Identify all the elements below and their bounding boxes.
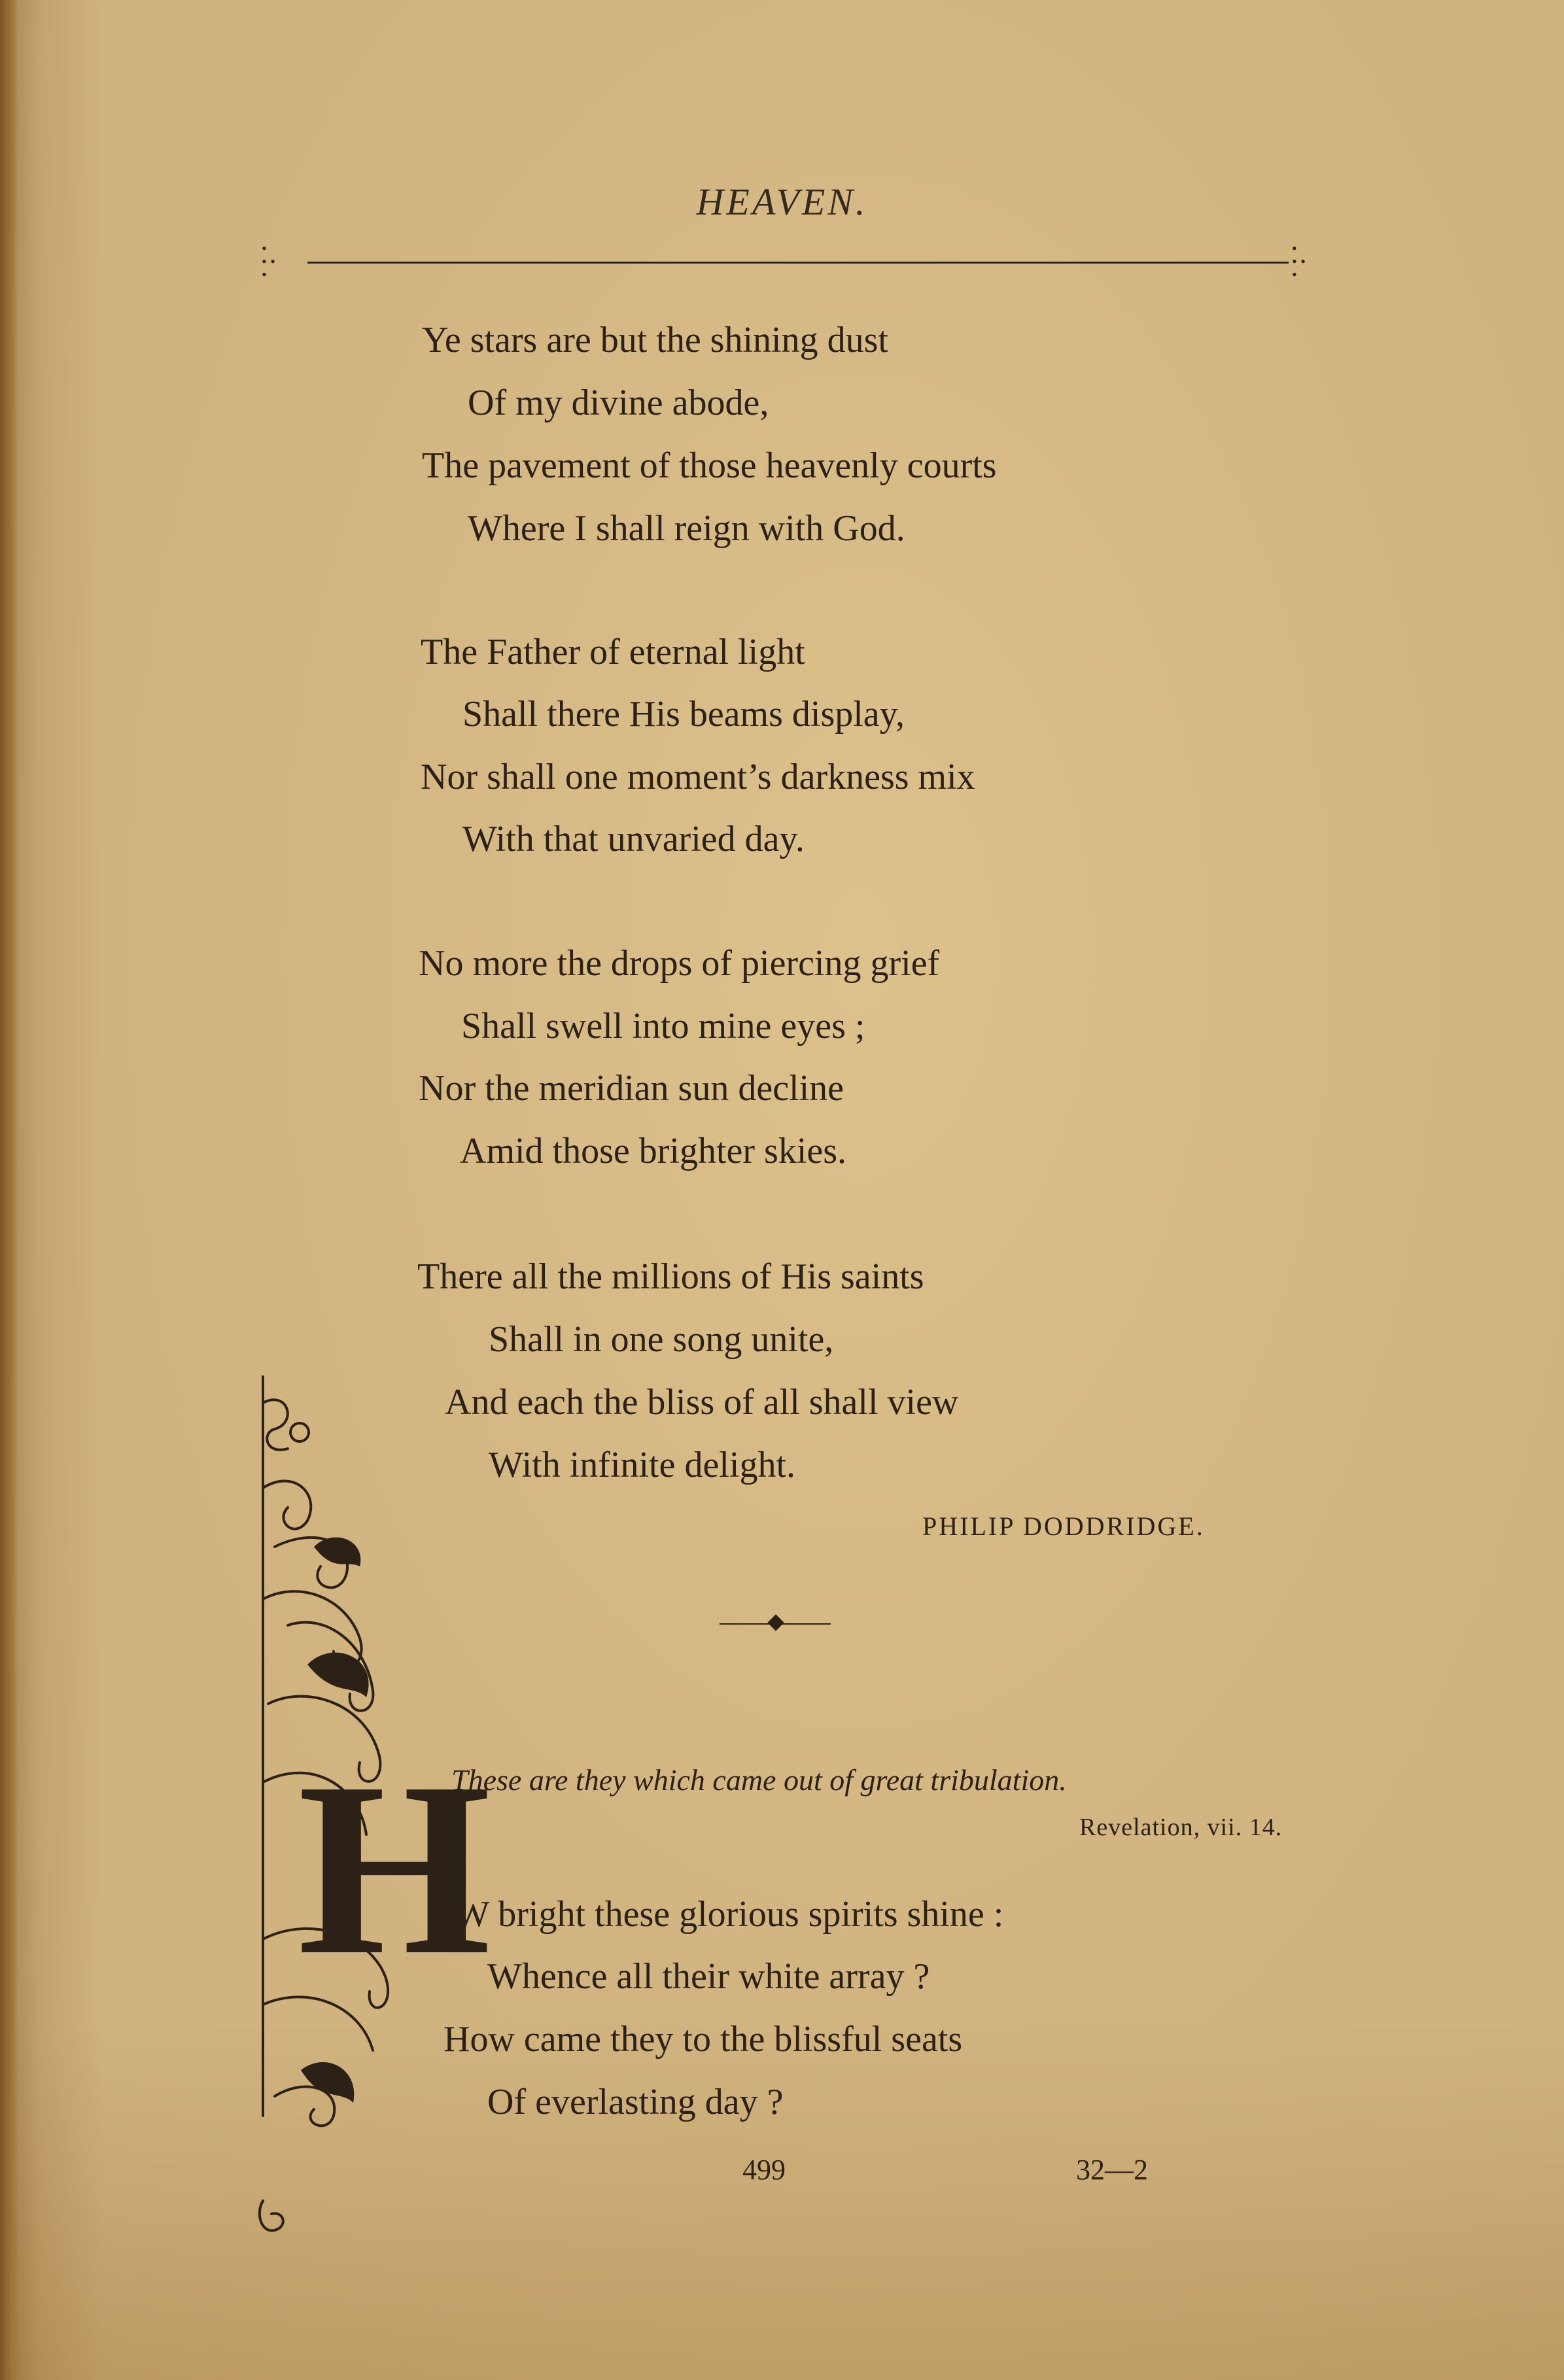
poem-line: Nor shall one moment’s darkness mix [421, 757, 975, 797]
poem-line: Nor the meridian sun decline [419, 1068, 844, 1109]
page-number: 499 [742, 2154, 786, 2186]
poem-line: And each the bliss of all shall view [445, 1382, 959, 1423]
poem-line: Amid those brighter skies. [460, 1131, 847, 1171]
scripture-citation: Revelation, vii. 14. [1079, 1814, 1283, 1841]
poem-line: Ye stars are but the shining dust [422, 320, 888, 360]
rule-ornament-right: • • • • [1292, 240, 1306, 283]
ornamental-drop-cap [235, 1364, 491, 2247]
epigraph: These are they which came out of great tribulation. [451, 1763, 1067, 1797]
poem-line: No more the drops of piercing grief [419, 943, 940, 984]
poem-line: Whence all their white array ? [487, 1956, 930, 1997]
poem-attribution: PHILIP DODDRIDGE. [922, 1511, 1205, 1541]
rule-ornament-left: • • • • [262, 240, 275, 283]
poem-line: Of everlasting day ? [487, 2082, 784, 2122]
header-rule [307, 262, 1289, 264]
drop-cap-letter: H [298, 1731, 491, 2007]
poem-line: The pavement of those heavenly courts [422, 445, 997, 486]
poem-line: With infinite delight. [489, 1445, 795, 1485]
poem-line: Shall swell into mine eyes ; [461, 1006, 865, 1046]
poem-line: Shall in one song unite, [489, 1319, 834, 1360]
poem-line: OW bright these glorious spirits shine : [428, 1894, 1004, 1935]
poem-line: Where I shall reign with God. [468, 508, 905, 549]
book-spine-shadow [0, 0, 18, 2380]
signature-mark: 32—2 [1076, 2154, 1148, 2186]
poem-line: There all the millions of His saints [417, 1256, 924, 1297]
running-head: HEAVEN. [696, 181, 868, 223]
poem-line: The Father of eternal light [421, 632, 805, 672]
poem-line: With that unvaried day. [462, 819, 805, 859]
poem-line: Shall there His beams display, [462, 694, 905, 734]
poem-line: How came they to the blissful seats [443, 2019, 963, 2060]
poem-line: Of my divine abode, [468, 383, 769, 423]
separator-diamond-icon [767, 1614, 784, 1630]
